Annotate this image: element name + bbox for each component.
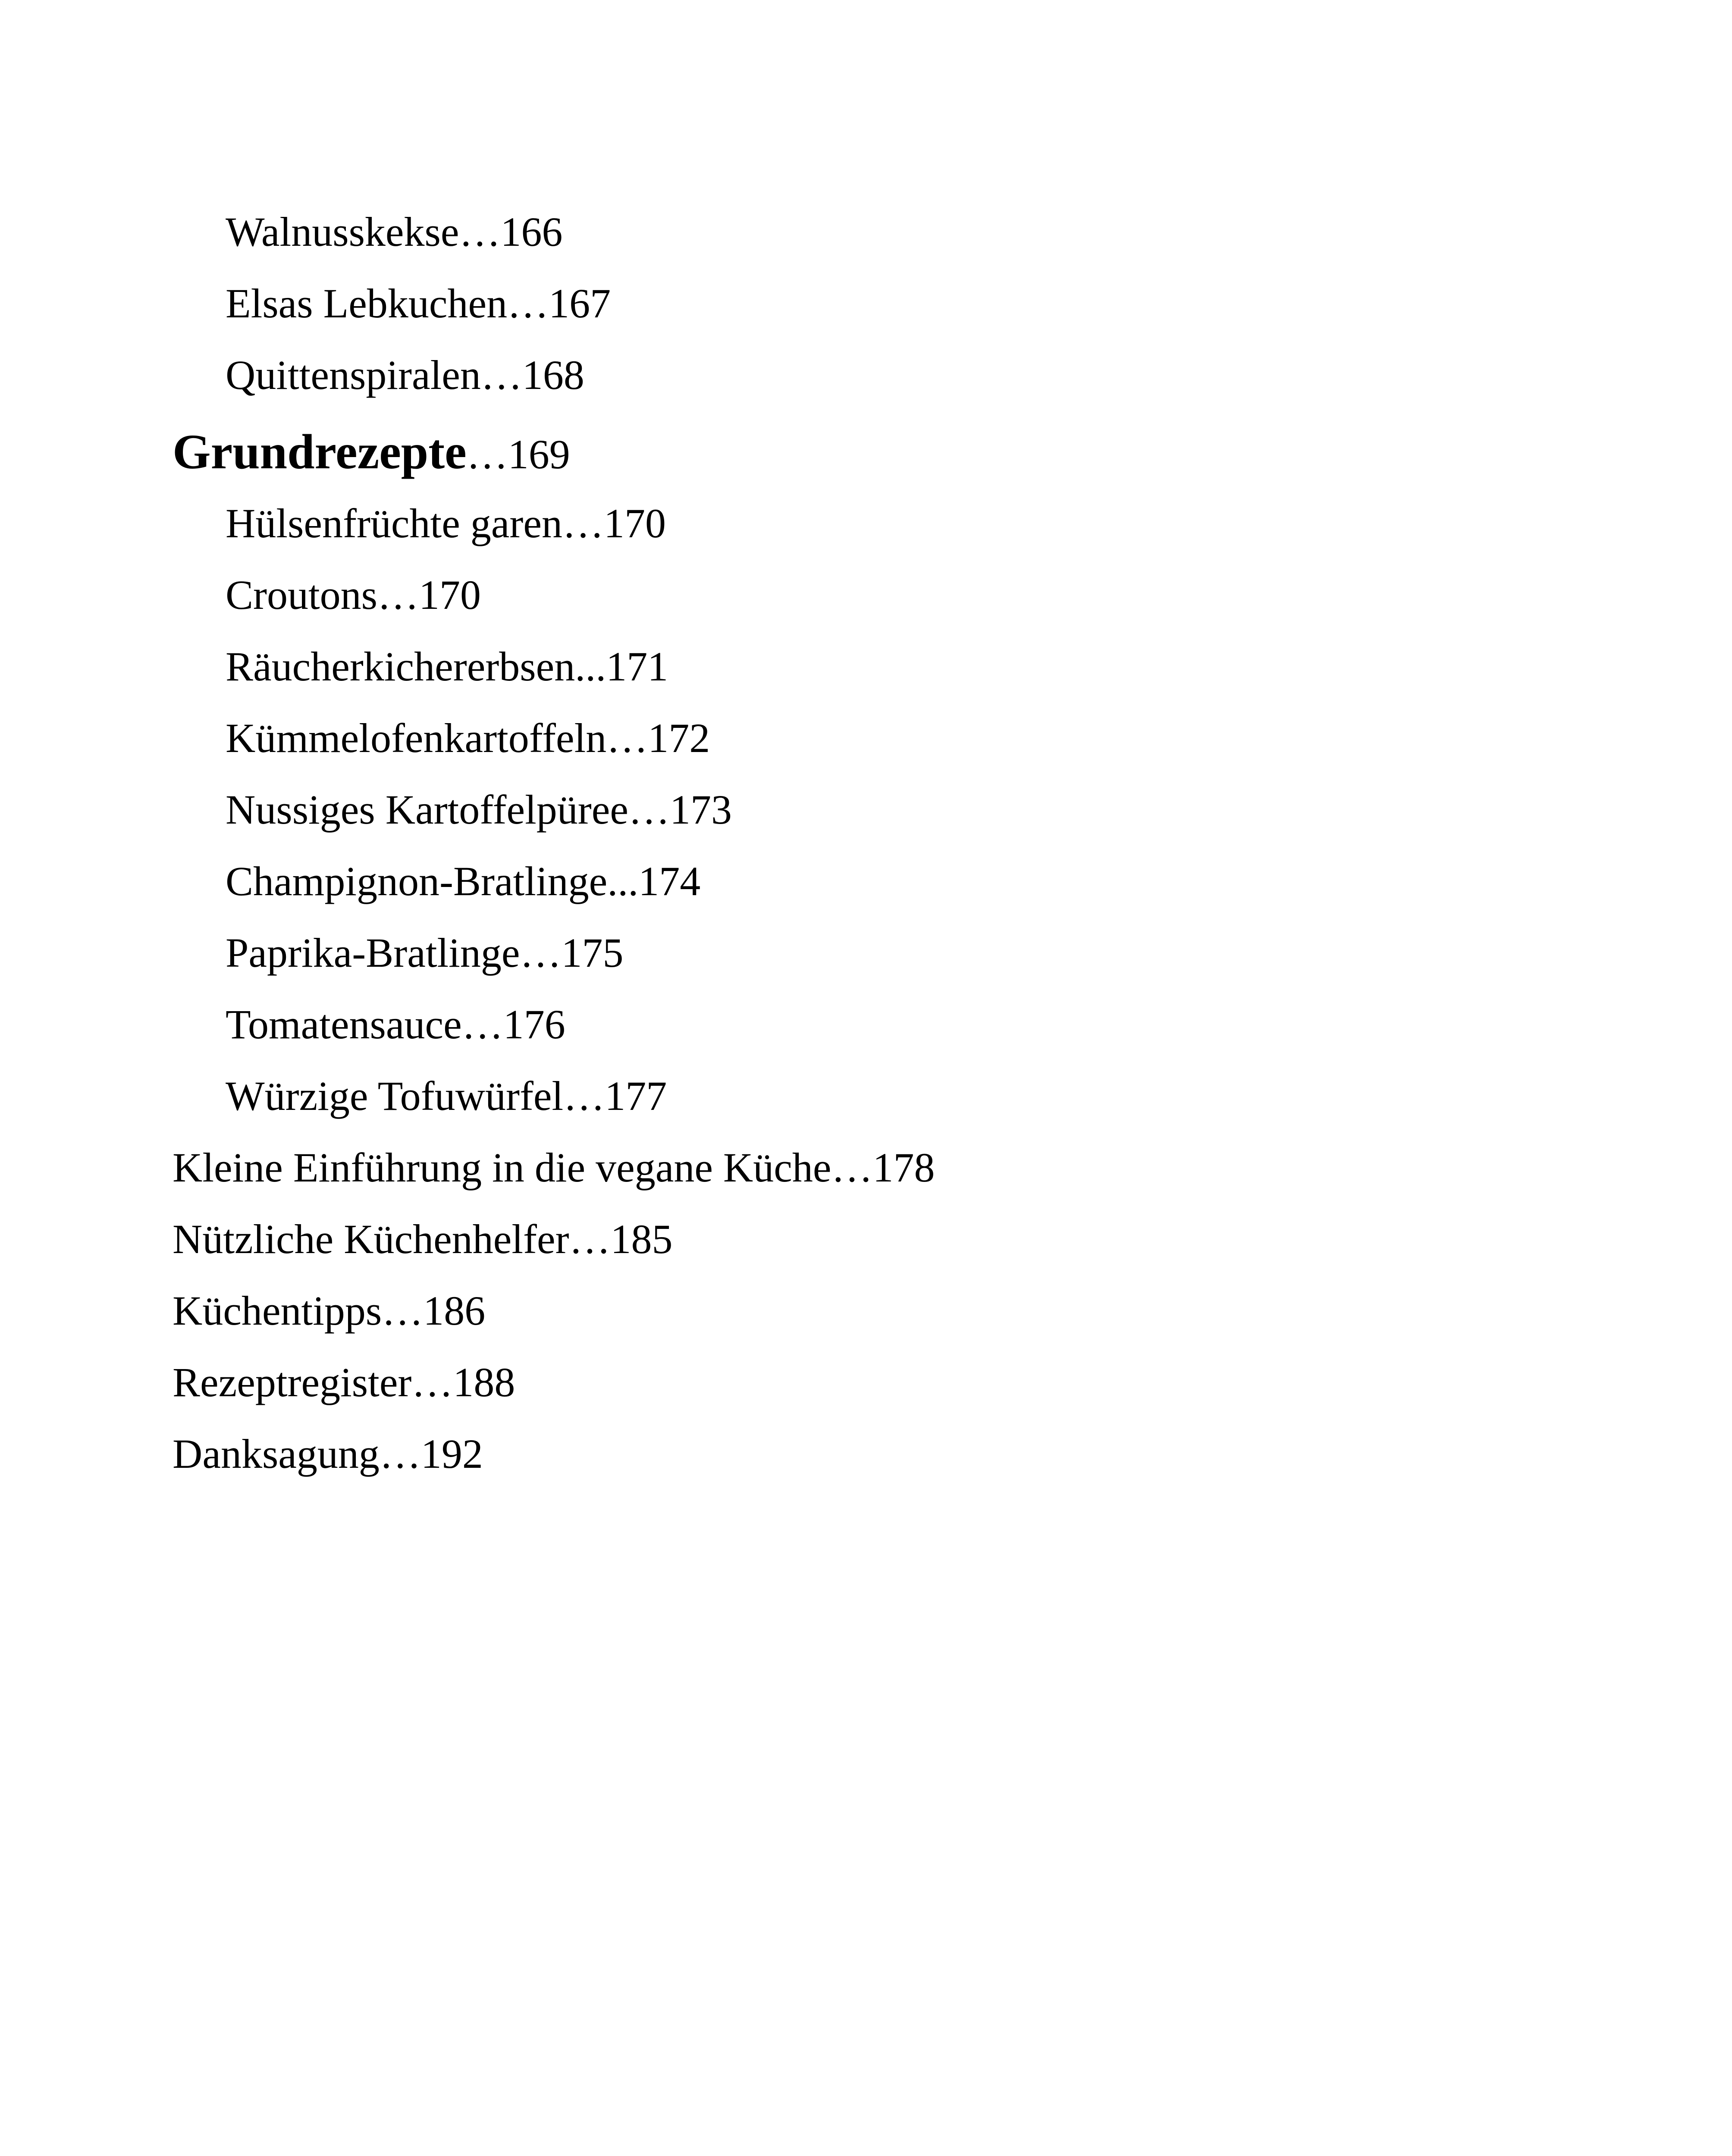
- toc-entry-title: Hülsenfrüchte garen: [226, 500, 562, 546]
- toc-entry-paprika-bratlinge: [173, 917, 1553, 989]
- table-of-contents: [173, 196, 1553, 1490]
- toc-entry-title: Quittenspiralen: [226, 352, 481, 398]
- toc-entry-tomatensauce: [173, 989, 1553, 1060]
- toc-entry-kuemmelofenkartoffeln: [173, 702, 1553, 774]
- toc-entry-title: Paprika-Bratlinge: [226, 930, 520, 976]
- toc-entry-title: Croutons: [226, 572, 378, 618]
- toc-section-page: …169: [466, 431, 570, 477]
- toc-entry-page: …175: [520, 930, 624, 976]
- toc-entry-title: Rezeptregister: [173, 1359, 412, 1405]
- toc-entry-wuerzige-tofuwuerfel: [173, 1060, 1553, 1132]
- toc-entry-elsas-lebkuchen: [173, 268, 1553, 339]
- toc-entry-page: …188: [411, 1359, 515, 1405]
- toc-entry-title: Räucherkichererbsen: [226, 643, 575, 689]
- toc-entry-nuetzliche-kuechenhelfer: [173, 1203, 1553, 1275]
- toc-entry-page: ...171: [575, 643, 668, 689]
- toc-entry-page: ...174: [607, 858, 701, 904]
- toc-entry-nussiges-kartoffelpueree: [173, 774, 1553, 846]
- toc-entry-walnusskekse: [173, 196, 1553, 268]
- toc-entry-kuechentipps: [173, 1275, 1553, 1347]
- toc-entry-page: …170: [377, 572, 481, 618]
- toc-entry-title: Würzige Tofuwürfel: [226, 1073, 564, 1119]
- toc-entry-title: Kleine Einführung in die vegane Küche: [173, 1144, 831, 1191]
- toc-entry-croutons: [173, 559, 1553, 631]
- toc-entry-title: Tomatensauce: [226, 1001, 462, 1047]
- toc-entry-page: …166: [459, 209, 563, 255]
- toc-entry-page: …185: [569, 1216, 673, 1262]
- toc-entry-rezeptregister: [173, 1347, 1553, 1418]
- toc-section-title: Grundrezepte: [173, 424, 467, 479]
- toc-entry-page: …186: [382, 1288, 486, 1334]
- toc-entry-page: …192: [379, 1431, 483, 1477]
- toc-entry-title: Danksagung: [173, 1431, 380, 1477]
- toc-entry-title: Nützliche Küchenhelfer: [173, 1216, 569, 1262]
- toc-entry-page: …177: [563, 1073, 667, 1119]
- toc-entry-page: …173: [628, 787, 732, 833]
- toc-entry-quittenspiralen: [173, 339, 1553, 411]
- toc-entry-title: Küchentipps: [173, 1288, 382, 1334]
- toc-entry-title: Walnusskekse: [226, 209, 459, 255]
- toc-entry-champignon-bratlinge: [173, 846, 1553, 917]
- toc-entry-page: …170: [562, 500, 666, 546]
- toc-entry-raeucherkichererbsen: [173, 631, 1553, 702]
- toc-entry-title: Champignon-Bratlinge: [226, 858, 608, 904]
- toc-entry-page: …176: [461, 1001, 565, 1047]
- toc-entry-page: …167: [507, 280, 611, 326]
- toc-entry-page: …168: [480, 352, 584, 398]
- toc-entry-huelsenfruechte-garen: [173, 488, 1553, 559]
- toc-section-grundrezepte: [173, 411, 1553, 488]
- toc-entry-title: Elsas Lebkuchen: [226, 280, 508, 326]
- toc-entry-title: Nussiges Kartoffelpüree: [226, 787, 628, 833]
- toc-entry-kleine-einfuehrung: [173, 1132, 1553, 1203]
- toc-entry-title: Kümmelofenkartoffeln: [226, 715, 607, 761]
- toc-entry-page: …172: [606, 715, 710, 761]
- toc-entry-page: …178: [831, 1144, 935, 1191]
- toc-entry-danksagung: [173, 1418, 1553, 1490]
